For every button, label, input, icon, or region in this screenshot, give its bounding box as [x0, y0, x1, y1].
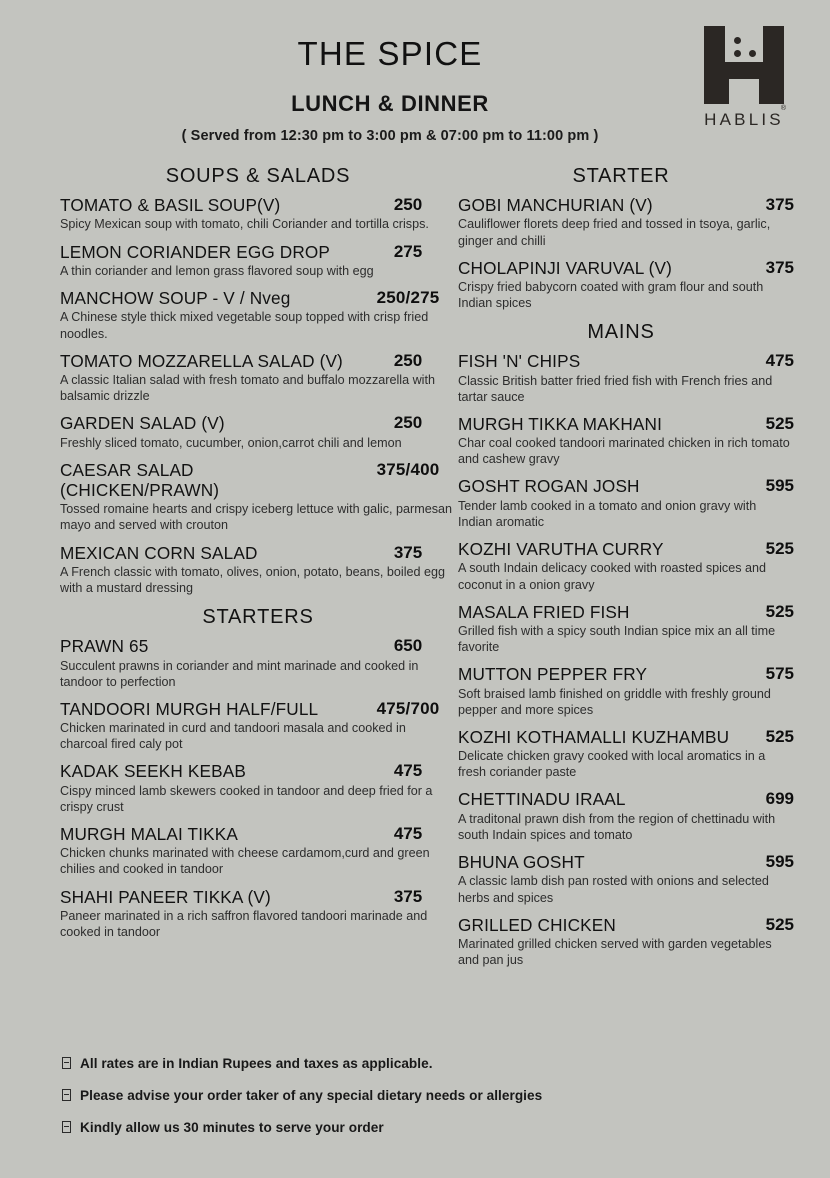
menu-item-description: A thin coriander and lemon grass flavored soup with egg	[60, 263, 374, 278]
menu-item-price: 250	[393, 413, 423, 433]
missing-glyph-bullet-icon	[62, 1089, 71, 1101]
footer-note	[62, 1056, 762, 1071]
menu-item	[60, 824, 456, 878]
menu-item-name: TOMATO MOZZARELLA SALAD (V)	[60, 350, 343, 371]
menu-item-header	[60, 699, 456, 719]
menu-item-header	[458, 789, 794, 809]
menu-item-name: KADAK SEEKH KEBAB	[60, 761, 246, 782]
menu-item-header	[458, 195, 794, 215]
section-heading-starter: STARTER	[572, 165, 670, 187]
menu-item-header	[458, 258, 794, 278]
logo-wordmark-text: HABLIS	[704, 110, 784, 129]
menu-item	[458, 476, 794, 530]
menu-item	[458, 664, 794, 718]
footer-note-text: Please advise your order taker of any special dietary needs or allergies	[80, 1088, 543, 1103]
menu-item-header	[60, 413, 456, 433]
menu-item-price: 250/275	[376, 288, 440, 307]
menu-item-name: FISH 'N' CHIPS	[458, 351, 581, 372]
menu-item	[60, 460, 456, 534]
menu-item-price: 525	[765, 413, 794, 433]
logo-dot-1	[734, 37, 741, 44]
menu-item-name: MANCHOW SOUP - V / Nveg	[60, 288, 291, 308]
menu-item-price: 275	[393, 241, 423, 261]
menu-item-description: A Chinese style thick mixed vegetable soup topped with crisp fried noodles.	[60, 310, 429, 341]
menu-item-name: TANDOORI MURGH HALF/FULL	[60, 698, 319, 719]
meal-period-title: LUNCH & DINNER	[291, 91, 489, 116]
menu-item-name: GOSHT ROGAN JOSH	[458, 476, 640, 497]
menu-item-name: PRAWN 65	[60, 636, 149, 657]
menu-item	[60, 413, 456, 451]
menu-item-name: MURGH MALAI TIKKA	[60, 823, 238, 844]
menu-item-description: Chicken chunks marinated with cheese cardamom,curd and green chilies and cooked in tandoor	[60, 846, 430, 877]
registered-trademark-icon: ®	[780, 105, 786, 112]
menu-item-price: 525	[765, 726, 794, 746]
menu-item-name: TOMATO & BASIL SOUP(V)	[60, 195, 281, 215]
logo-crossbar	[721, 62, 767, 79]
menu-item-price: 595	[765, 852, 794, 872]
menu-item-header	[458, 414, 794, 434]
menu-item-name: MUTTON PEPPER FRY	[458, 664, 648, 685]
menu-item-description: A classic Italian salad with fresh tomato and buffalo mozzarella with balsamic drizzle	[60, 373, 435, 404]
menu-item-header	[458, 602, 794, 622]
menu-item-price: 250	[393, 350, 423, 370]
missing-glyph-bullet-icon	[62, 1057, 71, 1069]
menu-item-price: 475	[393, 823, 423, 843]
menu-item-header	[60, 460, 456, 501]
menu-item-name: CHETTINADU IRAAL	[458, 789, 626, 810]
menu-item-description: A traditonal prawn dish from the region of chettinadu with south Indain spices and tomato	[458, 811, 776, 842]
menu-item	[458, 727, 794, 781]
menu-item	[60, 543, 456, 597]
logo-right-notch	[759, 79, 767, 104]
menu-item-price: 650	[393, 636, 423, 656]
menu-item-name: GRILLED CHICKEN	[458, 914, 616, 935]
menu-item-price: 699	[765, 789, 794, 809]
footer-note	[62, 1120, 762, 1135]
menu-item-name: GARDEN SALAD (V)	[60, 413, 225, 434]
menu-item-price: 375	[393, 542, 423, 562]
menu-item-header	[458, 351, 794, 371]
menu-item-description: Cauliflower florets deep fried and tossed in tsoya, garlic, ginger and chilli	[458, 217, 771, 248]
serving-hours-text: ( Served from 12:30 pm to 3:00 pm & 07:00 pm to 11:00 pm )	[181, 128, 599, 144]
menu-item	[60, 195, 456, 233]
logo-left-notch	[721, 79, 729, 104]
menu-item-header	[458, 664, 794, 684]
menu-item-name: KOZHI VARUTHA CURRY	[458, 539, 664, 560]
menu-item-header	[60, 824, 456, 844]
menu-item-name: CHOLAPINJI VARUVAL (V)	[458, 257, 673, 278]
menu-item-header	[60, 351, 456, 371]
menu-item	[458, 852, 794, 906]
menu-item-price: 475/700	[376, 698, 440, 718]
menu-column-right	[458, 164, 794, 977]
menu-item-description: Spicy Mexican soup with tomato, chili Coriander and tortilla crisps.	[60, 217, 429, 232]
menu-item-header	[60, 636, 456, 656]
menu-item-description: Freshly sliced tomato, cucumber, onion,carrot chili and lemon	[60, 435, 402, 450]
menu-item-header	[60, 543, 456, 563]
hablis-h-monogram-icon	[704, 26, 784, 104]
menu-item-description: Paneer marinated in a rich saffron flavored tandoori marinade and cooked in tandoor	[60, 908, 428, 940]
menu-item-name: SHAHI PANEER TIKKA (V)	[60, 886, 271, 907]
menu-item	[458, 351, 794, 405]
footer-note-text: Kindly allow us 30 minutes to serve your order	[80, 1120, 384, 1135]
menu-item	[458, 789, 794, 843]
menu-item	[458, 602, 794, 656]
menu-item-header	[60, 288, 456, 308]
menu-item	[458, 195, 794, 249]
menu-item-price: 375	[765, 195, 794, 214]
restaurant-name: THE SPICE	[297, 35, 483, 72]
section-heading-starters: STARTERS	[202, 606, 314, 629]
menu-item-price: 525	[765, 914, 794, 934]
menu-item-description: Succulent prawns in coriander and mint marinade and cooked in tandoor to perfection	[60, 658, 419, 689]
menu-item-description: Chicken marinated in curd and tandoori masala and cooked in charcoal fired caly pot	[60, 721, 406, 752]
menu-item-name: MEXICAN CORN SALAD	[60, 542, 258, 563]
menu-item-description: Char coal cooked tandoori marinated chicken in rich tomato and cashew gravy	[458, 436, 790, 467]
menu-item-header	[458, 727, 794, 747]
footer-note-text: All rates are in Indian Rupees and taxes as applicable.	[80, 1056, 433, 1071]
menu-item-header	[458, 539, 794, 559]
menu-item	[60, 351, 456, 405]
menu-item-name: KOZHI KOTHAMALLI KUZHAMBU	[458, 726, 730, 747]
logo-dot-3	[749, 50, 756, 57]
menu-item-price: 375	[393, 886, 423, 906]
footer-note	[62, 1088, 762, 1103]
menu-item-name: CAESAR SALAD (CHICKEN/PRAWN)	[60, 459, 220, 501]
menu-item-description: Tender lamb cooked in a tomato and onion gravy with Indian aromatic	[458, 498, 757, 529]
menu-item-description: A French classic with tomato, olives, onion, potato, beans, boiled egg with a mustard dressing	[60, 564, 446, 596]
menu-item-description: Tossed romaine hearts and crispy iceberg lettuce with galic, parmesan mayo and served with crouton	[60, 502, 452, 533]
menu-item-header	[458, 915, 794, 935]
menu-footer-notes	[62, 1056, 762, 1152]
menu-item-price: 475	[765, 351, 794, 371]
menu-item	[60, 887, 456, 941]
menu-item	[60, 699, 456, 753]
menu-item-description: A south Indain delicacy cooked with roasted spices and coconut in a onion gravy	[458, 561, 767, 592]
menu-item	[458, 414, 794, 468]
menu-item-description: Marinated grilled chicken served with garden vegetables and pan jus	[458, 937, 772, 968]
missing-glyph-bullet-icon	[62, 1121, 71, 1133]
menu-item	[458, 258, 794, 312]
menu-item-price: 525	[765, 539, 794, 559]
menu-item-description: Delicate chicken gravy cooked with local aromatics in a fresh coriander paste	[458, 749, 766, 780]
menu-item-price: 595	[765, 476, 794, 496]
menu-item-header	[60, 195, 456, 215]
menu-item-name: LEMON CORIANDER EGG DROP	[60, 241, 331, 262]
menu-item-header	[60, 242, 456, 262]
menu-item-price: 525	[765, 601, 794, 621]
menu-item-name: GOBI MANCHURIAN (V)	[458, 195, 653, 215]
menu-item	[60, 288, 456, 342]
menu-item-price: 575	[765, 664, 794, 684]
menu-item	[458, 915, 794, 969]
menu-item-header	[458, 852, 794, 872]
menu-item	[60, 242, 456, 280]
menu-column-left	[60, 164, 456, 949]
hablis-logo	[696, 26, 792, 138]
logo-wordmark	[696, 105, 792, 130]
menu-item-name: MURGH TIKKA MAKHANI	[458, 413, 663, 434]
menu-item-price: 375	[765, 257, 794, 277]
menu-item-description: Classic British batter fried fried fish with French fries and tartar sauce	[458, 373, 773, 404]
menu-item-description: Cispy minced lamb skewers cooked in tandoor and deep fried for a crispy crust	[60, 783, 433, 814]
logo-dot-2	[734, 50, 741, 57]
menu-item-description: Crispy fried babycorn coated with gram flour and south Indian spices	[458, 280, 764, 311]
menu-item-price: 475	[393, 761, 423, 781]
menu-item	[60, 636, 456, 690]
section-heading-soups-salads: SOUPS & SALADS	[165, 165, 351, 187]
menu-item	[60, 761, 456, 815]
menu-header	[0, 0, 830, 160]
menu-item-description: Grilled fish with a spicy south Indian spice mix an all time favorite	[458, 624, 776, 655]
menu-item-name: MASALA FRIED FISH	[458, 601, 630, 622]
menu-item-header	[60, 887, 456, 907]
menu-item	[458, 539, 794, 593]
menu-item-name: BHUNA GOSHT	[458, 852, 585, 873]
menu-item-price: 375/400	[376, 459, 440, 479]
menu-item-description: Soft braised lamb finished on griddle with freshly ground pepper and more spices	[458, 686, 771, 717]
menu-item-description: A classic lamb dish pan rosted with onions and selected herbs and spices	[458, 874, 769, 905]
menu-item-header	[60, 761, 456, 781]
menu-item-price: 250	[393, 195, 423, 214]
menu-item-header	[458, 476, 794, 496]
section-heading-mains: MAINS	[587, 321, 655, 344]
